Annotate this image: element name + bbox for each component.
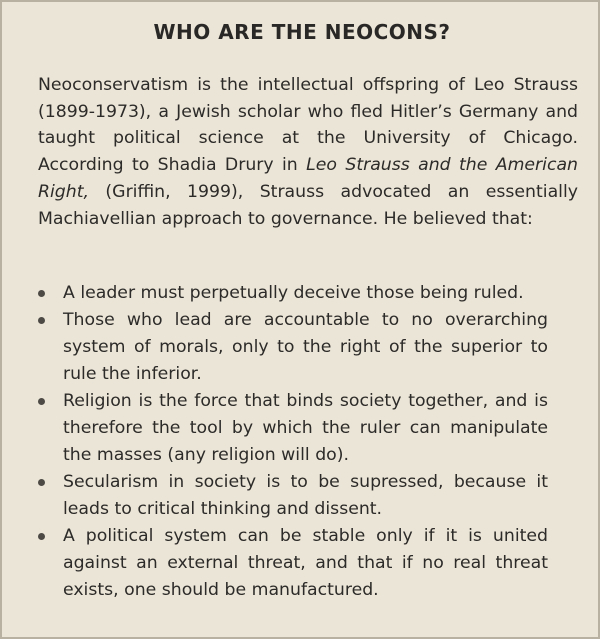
- intro-text-part1: Neoconservatism is the intellectual offspring of Leo Strauss (1899-1973), a Jewish scholar who fled Hitler’s Germany and taught political science at the University of Chicago. According to Shadia Drury in: [38, 75, 578, 176]
- list-item: [38, 523, 548, 604]
- list-item: [38, 388, 548, 469]
- belief-list: [38, 280, 548, 604]
- page-title: WHO ARE THE NEOCONS?: [153, 20, 451, 44]
- bullet-dot-icon: [38, 317, 45, 324]
- bullet-dot-icon: [38, 479, 45, 486]
- list-item: [38, 280, 548, 307]
- list-item-text: Secularism in society is to be supressed, because it leads to critical thinking and dissent.: [63, 472, 548, 519]
- bullet-dot-icon: [38, 290, 45, 297]
- list-item: [38, 469, 548, 523]
- list-item-text: Religion is the force that binds society together, and is therefore the tool by which the ruler can manipulate the masses (any religion will do).: [63, 391, 548, 465]
- intro-paragraph: [38, 72, 578, 232]
- intro-text-part2: (Griffin, 1999), Strauss advocated an essentially Machiavellian approach to governance. He believed that:: [38, 181, 578, 229]
- bullet-dot-icon: [38, 533, 45, 540]
- bullet-dot-icon: [38, 398, 45, 405]
- list-item-text: A political system can be stable only if it is united against an external threat, and that if no real threat exists, one should be manufactured.: [63, 526, 548, 600]
- book-title: Leo Strauss and the American Right,: [38, 155, 578, 202]
- list-item: [38, 307, 548, 388]
- list-item-text: A leader must perpetually deceive those being ruled.: [63, 283, 524, 303]
- list-item-text: Those who lead are accountable to no overarching system of morals, only to the right of the superior to rule the inferior.: [63, 310, 548, 384]
